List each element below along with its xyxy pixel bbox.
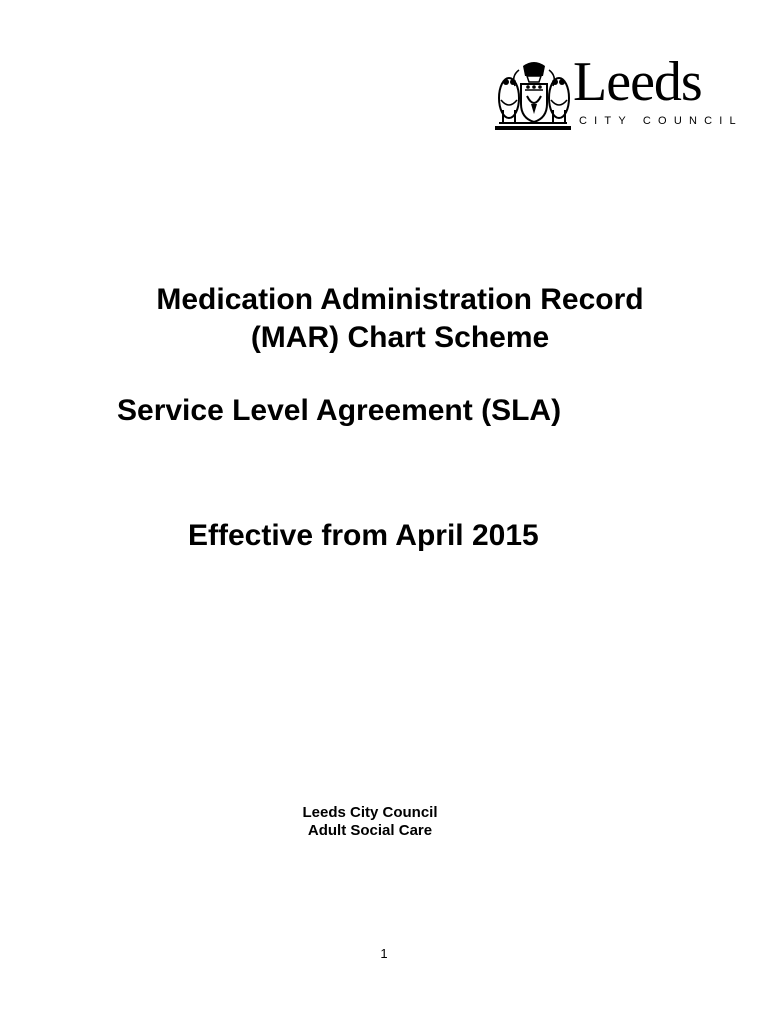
page-number: 1 <box>380 946 388 961</box>
coat-of-arms-icon <box>493 60 575 134</box>
department-name: Adult Social Care <box>307 822 433 839</box>
document-title-line-1: Medication Administration Record <box>156 283 644 316</box>
organisation-name: Leeds City Council <box>302 804 438 821</box>
document-subtitle: Service Level Agreement (SLA) <box>117 394 562 427</box>
leeds-city-council-logo <box>493 51 743 135</box>
effective-date: Effective from April 2015 <box>188 519 539 552</box>
logo-subword: CITY COUNCIL <box>579 115 743 127</box>
logo-wordmark: Leeds <box>573 51 702 113</box>
document-title-line-2: (MAR) Chart Scheme <box>250 321 550 354</box>
